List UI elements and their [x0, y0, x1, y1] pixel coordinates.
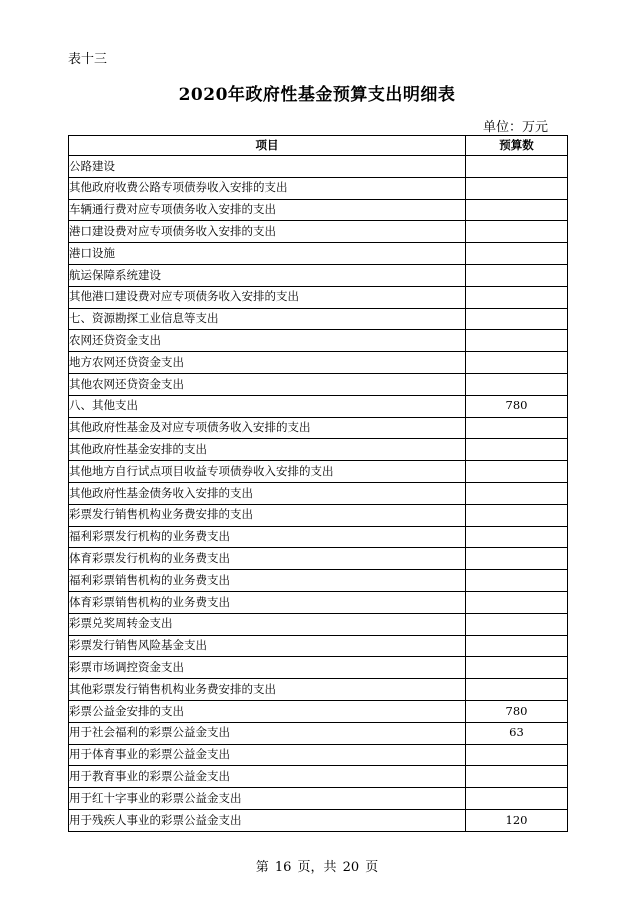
- header-item: 项目: [69, 136, 466, 156]
- row-amount: [466, 591, 568, 613]
- row-amount: [466, 570, 568, 592]
- table-body: [69, 156, 568, 832]
- table-row: [69, 417, 568, 439]
- row-amount: [466, 613, 568, 635]
- row-item-label: 福利彩票发行机构的业务费支出: [69, 526, 466, 548]
- row-item-label: 彩票发行销售机构业务费安排的支出: [69, 504, 466, 526]
- table-row: [69, 439, 568, 461]
- table-row: [69, 679, 568, 701]
- row-amount: [466, 482, 568, 504]
- row-amount: [466, 156, 568, 178]
- table-row: [69, 177, 568, 199]
- unit-label: 单位：万元: [482, 120, 548, 135]
- row-item-label: 港口设施: [69, 243, 466, 265]
- row-item-label: 农网还贷资金支出: [69, 330, 466, 352]
- row-amount: [466, 352, 568, 374]
- row-amount: [466, 417, 568, 439]
- row-amount: [466, 439, 568, 461]
- table-row: [69, 613, 568, 635]
- row-item-label: 体育彩票销售机构的业务费支出: [69, 591, 466, 613]
- row-item-label: 其他农网还贷资金支出: [69, 373, 466, 395]
- table-row: [69, 352, 568, 374]
- row-item-label: 八、其他支出: [69, 395, 466, 417]
- table-header-row: [69, 136, 568, 156]
- table-row: [69, 156, 568, 178]
- row-amount: [466, 548, 568, 570]
- row-item-label: 用于教育事业的彩票公益金支出: [69, 766, 466, 788]
- page-footer: 第 16 页，共 20 页: [255, 860, 379, 875]
- table-row: [69, 461, 568, 483]
- row-item-label: 彩票兑奖周转金支出: [69, 613, 466, 635]
- row-item-label: 彩票市场调控资金支出: [69, 657, 466, 679]
- row-amount: [466, 286, 568, 308]
- row-amount: [466, 199, 568, 221]
- table-number-label: 表十三: [68, 52, 108, 67]
- table-row: [69, 330, 568, 352]
- table-row: [69, 264, 568, 286]
- row-amount: 780: [466, 395, 568, 417]
- header-amount: 预算数: [466, 136, 568, 156]
- row-item-label: 彩票发行销售风险基金支出: [69, 635, 466, 657]
- row-item-label: 七、资源勘探工业信息等支出: [69, 308, 466, 330]
- row-item-label: 港口建设费对应专项债务收入安排的支出: [69, 221, 466, 243]
- budget-table: [68, 135, 568, 832]
- table-row: [69, 395, 568, 417]
- row-amount: 780: [466, 700, 568, 722]
- row-item-label: 用于残疾人事业的彩票公益金支出: [69, 809, 466, 831]
- table-row: [69, 635, 568, 657]
- table-row: [69, 722, 568, 744]
- row-amount: [466, 330, 568, 352]
- table-row: [69, 526, 568, 548]
- row-item-label: 其他地方自行试点项目收益专项债券收入安排的支出: [69, 461, 466, 483]
- row-amount: [466, 526, 568, 548]
- row-item-label: 其他政府性基金安排的支出: [69, 439, 466, 461]
- table-row: [69, 199, 568, 221]
- row-amount: [466, 373, 568, 395]
- table-row: [69, 221, 568, 243]
- row-item-label: 其他政府收费公路专项债券收入安排的支出: [69, 177, 466, 199]
- row-item-label: 彩票公益金安排的支出: [69, 700, 466, 722]
- table-row: [69, 243, 568, 265]
- row-item-label: 福利彩票销售机构的业务费支出: [69, 570, 466, 592]
- table-row: [69, 809, 568, 831]
- row-item-label: 体育彩票发行机构的业务费支出: [69, 548, 466, 570]
- row-item-label: 地方农网还贷资金支出: [69, 352, 466, 374]
- table-row: [69, 504, 568, 526]
- page-title: 2020年政府性基金预算支出明细表: [178, 85, 456, 105]
- row-amount: [466, 461, 568, 483]
- row-item-label: 其他政府性基金及对应专项债务收入安排的支出: [69, 417, 466, 439]
- table-row: [69, 482, 568, 504]
- row-item-label: 用于体育事业的彩票公益金支出: [69, 744, 466, 766]
- row-item-label: 航运保障系统建设: [69, 264, 466, 286]
- table-row: [69, 373, 568, 395]
- table-row: [69, 286, 568, 308]
- table-row: [69, 591, 568, 613]
- row-item-label: 车辆通行费对应专项债务收入安排的支出: [69, 199, 466, 221]
- row-amount: [466, 679, 568, 701]
- row-amount: [466, 177, 568, 199]
- row-amount: 63: [466, 722, 568, 744]
- table-row: [69, 657, 568, 679]
- table-row: [69, 744, 568, 766]
- table-row: [69, 570, 568, 592]
- row-item-label: 用于社会福利的彩票公益金支出: [69, 722, 466, 744]
- table-row: [69, 308, 568, 330]
- row-amount: [466, 788, 568, 810]
- row-amount: [466, 635, 568, 657]
- row-amount: [466, 766, 568, 788]
- row-amount: [466, 308, 568, 330]
- row-amount: [466, 243, 568, 265]
- row-item-label: 其他政府性基金债务收入安排的支出: [69, 482, 466, 504]
- row-amount: [466, 744, 568, 766]
- row-amount: [466, 264, 568, 286]
- row-amount: [466, 221, 568, 243]
- table-row: [69, 788, 568, 810]
- row-item-label: 用于红十字事业的彩票公益金支出: [69, 788, 466, 810]
- row-item-label: 其他港口建设费对应专项债务收入安排的支出: [69, 286, 466, 308]
- table-row: [69, 700, 568, 722]
- row-item-label: 公路建设: [69, 156, 466, 178]
- table-row: [69, 766, 568, 788]
- row-amount: 120: [466, 809, 568, 831]
- row-item-label: 其他彩票发行销售机构业务费安排的支出: [69, 679, 466, 701]
- row-amount: [466, 657, 568, 679]
- row-amount: [466, 504, 568, 526]
- table-row: [69, 548, 568, 570]
